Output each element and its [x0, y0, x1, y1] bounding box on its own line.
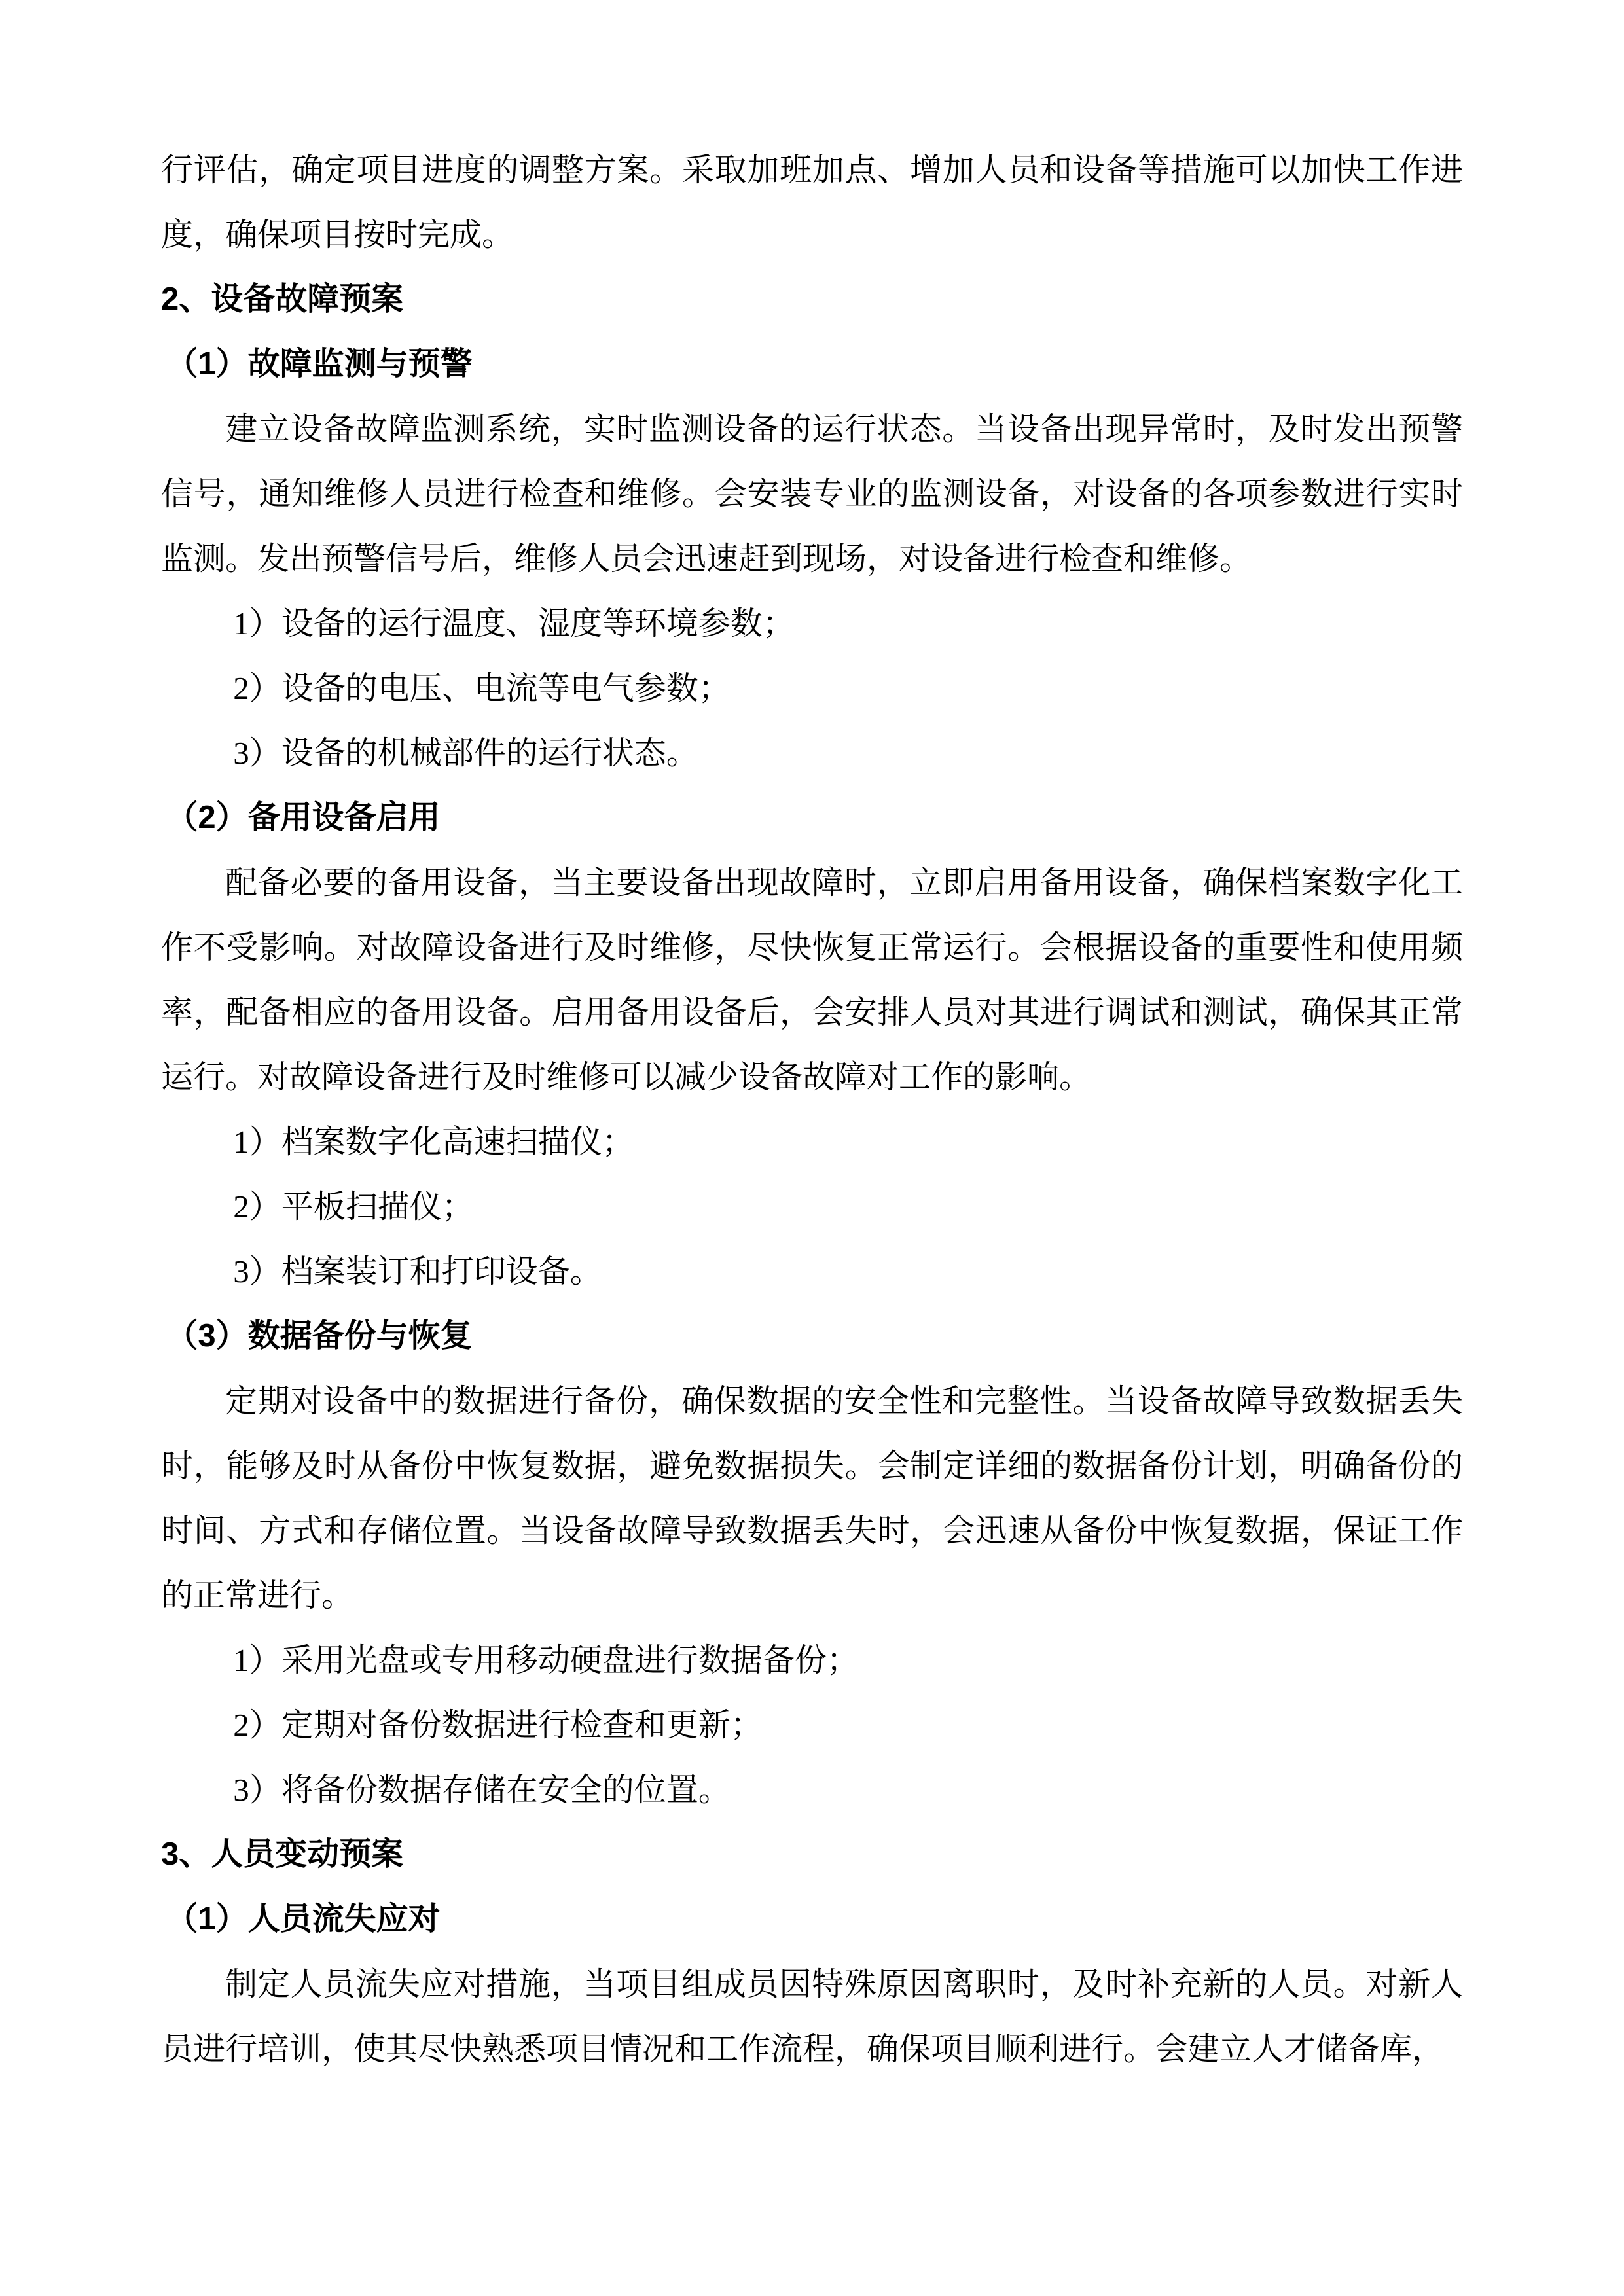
paragraph: 配备必要的备用设备，当主要设备出现故障时，立即启用备用设备，确保档案数字化工作不受影响。对故障设备进行及时维修，尽快恢复正常运行。会根据设备的重要性和使用频率，配备相应的备用设备。启用备用设备后，会安排人员对其进行调试和测试，确保其正常运行。对故障设备进行及时维修可以减少设备故障对工作的影响。: [161, 865, 1463, 1095]
section-heading: 2、设备故障预案: [161, 281, 404, 317]
list-item: 1）设备的运行温度、湿度等环境参数；: [233, 605, 795, 641]
sub-heading: （1）人员流失应对: [166, 1901, 441, 1937]
list-item: 2）设备的电压、电流等电气参数；: [233, 670, 731, 706]
list-item: 3）将备份数据存储在安全的位置。: [233, 1772, 731, 1808]
paragraph-continued: 行评估，确定项目进度的调整方案。采取加班加点、增加人员和设备等措施可以加快工作进度，确保项目按时完成。: [161, 152, 1463, 253]
list-item: 2）平板扫描仪；: [233, 1189, 474, 1225]
list-item: 3）档案装订和打印设备。: [233, 1253, 602, 1289]
paragraph: 建立设备故障监测系统，实时监测设备的运行状态。当设备出现异常时，及时发出预警信号，通知维修人员进行检查和维修。会安装专业的监测设备，对设备的各项参数进行实时监测。发出预警信号后，维修人员会迅速赶到现场，对设备进行检查和维修。: [161, 411, 1463, 577]
list-item: 2）定期对备份数据进行检查和更新；: [233, 1707, 763, 1743]
sub-heading: （2）备用设备启用: [166, 800, 441, 835]
list-item: 1）采用光盘或专用移动硬盘进行数据备份；: [233, 1642, 859, 1678]
list-item: 3）设备的机械部件的运行状态。: [233, 735, 698, 771]
sub-heading: （1）故障监测与预警: [166, 346, 473, 382]
paragraph: 制定人员流失应对措施，当项目组成员因特殊原因离职时，及时补充新的人员。对新人员进行培训，使其尽快熟悉项目情况和工作流程，确保项目顺利进行。会建立人才储备库，: [161, 1966, 1463, 2067]
sub-heading: （3）数据备份与恢复: [166, 1318, 473, 1354]
paragraph: 定期对设备中的数据进行备份，确保数据的安全性和完整性。当设备故障导致数据丢失时，能够及时从备份中恢复数据，避免数据损失。会制定详细的数据备份计划，明确备份的时间、方式和存储位置。当设备故障导致数据丢失时，会迅速从备份中恢复数据，保证工作的正常进行。: [161, 1383, 1463, 1613]
list-item: 1）档案数字化高速扫描仪；: [233, 1124, 634, 1160]
section-heading: 3、人员变动预案: [161, 1837, 404, 1872]
